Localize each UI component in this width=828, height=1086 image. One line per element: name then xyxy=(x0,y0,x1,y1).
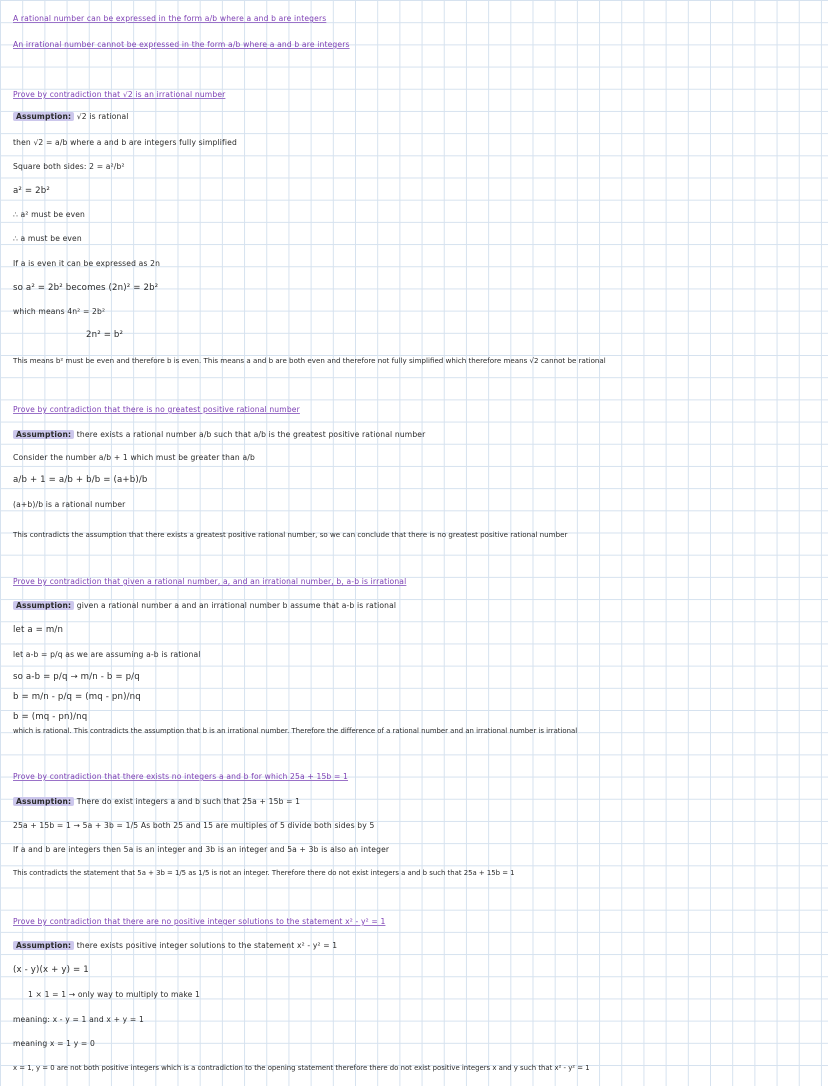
conclusion: This contradicts the assumption that there exists a greatest positive rational number, so we can conclude that there is no greatest positive rational number xyxy=(13,530,568,539)
assumption-label: Assumption: xyxy=(13,601,74,610)
conclusion: This means b² must be even and therefore b is even. This means a and b are both even and therefore not fully simplified which therefore means √2 cannot be rational xyxy=(13,356,606,365)
proof-line: (a+b)/b is a rational number xyxy=(13,500,126,509)
assumption-row-greatest xyxy=(13,430,425,440)
proof-line: If a and b are integers then 5a is an integer and 3b is an integer and 5a + 3b is also an integer xyxy=(13,845,390,854)
proof-line: meaning x = 1 y = 0 xyxy=(13,1039,95,1048)
assumption-row-integers xyxy=(13,797,300,807)
proof-line: meaning: x - y = 1 and x + y = 1 xyxy=(13,1015,144,1024)
equation: a/b + 1 = a/b + b/b = (a+b)/b xyxy=(13,475,148,485)
proof-line: so a-b = p/q → m/n - b = p/q xyxy=(13,672,140,682)
assumption-label: Assumption: xyxy=(13,797,74,806)
proof-line: then √2 = a/b where a and b are integers fully simplified xyxy=(13,138,237,147)
equation: 2n² = b² xyxy=(86,330,124,340)
assumption-row-sqrt2 xyxy=(13,112,129,122)
assumption-row-squares xyxy=(13,941,337,951)
proof-line: so a² = 2b² becomes (2n)² = 2b² xyxy=(13,283,159,293)
conclusion: This contradicts the statement that 5a + 3b = 1/5 as 1/5 is not an integer. Therefore there do not exist integers a and b such that 25a + 15b = 1 xyxy=(13,869,515,877)
proof-line: let a = m/n xyxy=(13,625,64,635)
assumption-text: there exists a rational number a/b such that a/b is the greatest positive rational number xyxy=(76,430,426,439)
proof-line: which means 4n² = 2b² xyxy=(13,307,106,316)
assumption-label: Assumption: xyxy=(13,941,74,950)
assumption-text: given a rational number a and an irrational number b assume that a-b is rational xyxy=(76,601,397,610)
assumption-row-difference xyxy=(13,601,396,611)
section-title-squares: Prove by contradiction that there are no positive integer solutions to the statement x² - y² = 1 xyxy=(13,917,386,926)
equation: (x - y)(x + y) = 1 xyxy=(13,965,89,975)
definition-irrational: An irrational number cannot be expressed in the form a/b where a and b are integers xyxy=(13,40,350,49)
proof-line: ∴ a² must be even xyxy=(13,210,86,219)
conclusion: which is rational. This contradicts the assumption that b is an irrational number. Therefore the difference of a rational number and an irrational number is irrational xyxy=(13,727,578,735)
equation: b = m/n - p/q = (mq - pn)/nq xyxy=(13,692,141,702)
assumption-text: There do exist integers a and b such that 25a + 15b = 1 xyxy=(76,797,301,806)
proof-line: Consider the number a/b + 1 which must be greater than a/b xyxy=(13,453,255,462)
section-title-sqrt2: Prove by contradiction that √2 is an irrational number xyxy=(13,90,226,99)
proof-line: Square both sides: 2 = a²/b² xyxy=(13,162,125,171)
assumption-label: Assumption: xyxy=(13,112,74,121)
conclusion: x = 1, y = 0 are not both positive integers which is a contradiction to the opening statement therefore there do not exist positive integers x and y such that x² - y² = 1 xyxy=(13,1064,590,1072)
section-title-integers: Prove by contradiction that there exists no integers a and b for which 25a + 15b = 1 xyxy=(13,772,349,781)
section-title-difference: Prove by contradiction that given a rational number, a, and an irrational number, b, a-b is irrational xyxy=(13,577,407,586)
section-title-greatest: Prove by contradiction that there is no greatest positive rational number xyxy=(13,405,300,414)
proof-line: let a-b = p/q as we are assuming a-b is rational xyxy=(13,650,201,659)
proof-line: 25a + 15b = 1 → 5a + 3b = 1/5 As both 25 and 15 are multiples of 5 divide both sides by 5 xyxy=(13,821,375,830)
equation: b = (mq - pn)/nq xyxy=(13,712,88,722)
proof-line: 1 × 1 = 1 → only way to multiply to make 1 xyxy=(28,990,201,999)
proof-line: If a is even it can be expressed as 2n xyxy=(13,259,161,268)
assumption-label: Assumption: xyxy=(13,430,74,439)
equation: a² = 2b² xyxy=(13,186,50,196)
assumption-text: there exists positive integer solutions to the statement x² - y² = 1 xyxy=(76,941,338,950)
definition-rational: A rational number can be expressed in the form a/b where a and b are integers xyxy=(13,14,327,23)
proof-line: ∴ a must be even xyxy=(13,234,82,243)
assumption-text: √2 is rational xyxy=(76,112,129,121)
